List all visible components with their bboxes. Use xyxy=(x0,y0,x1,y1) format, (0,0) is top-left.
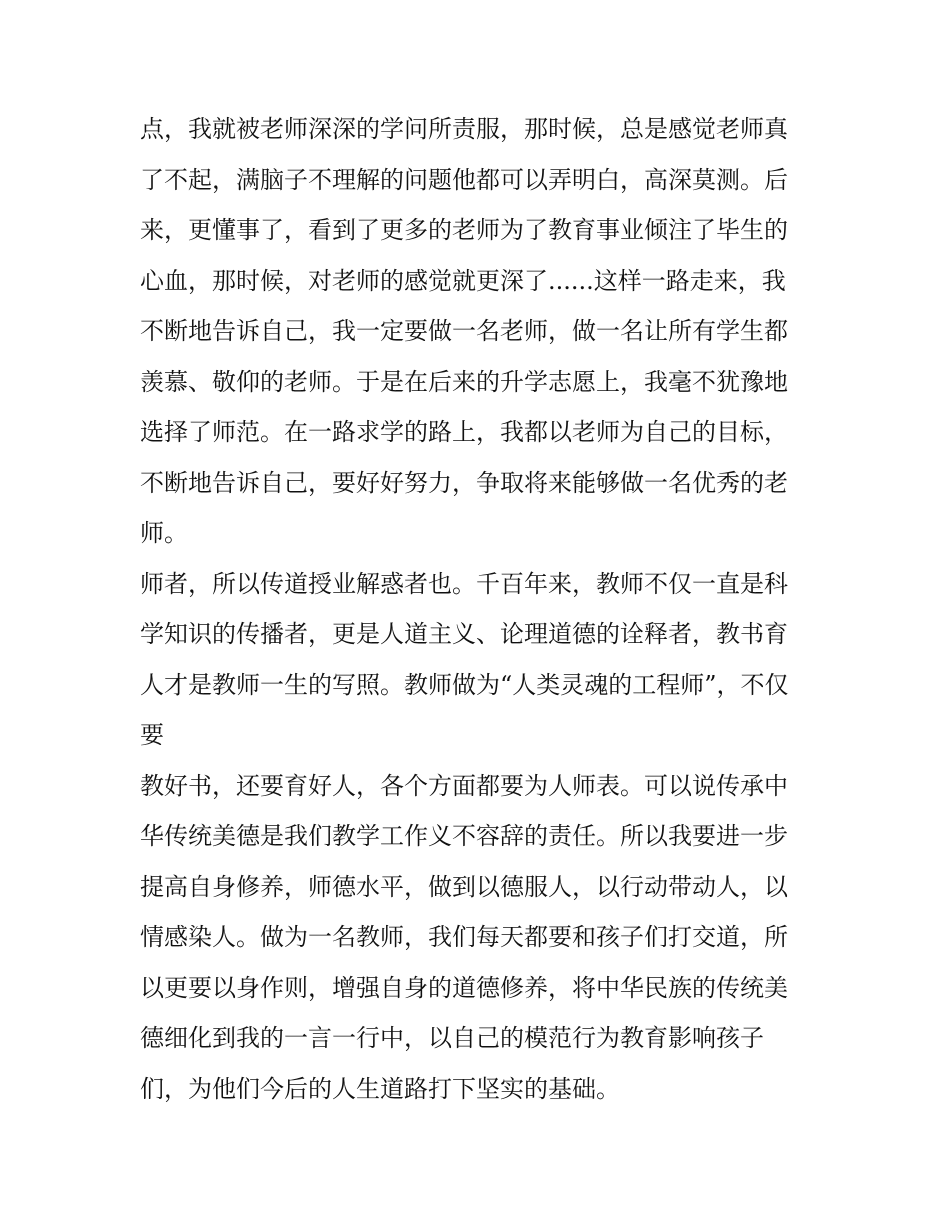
text-line: 点，我就被老师深深的学问所责服，那时候，总是感觉老师真 xyxy=(140,115,788,143)
text-line: 了不起，满脑子不理解的问题他都可以弄明白，高深莫测。后 xyxy=(140,165,788,194)
text-line: 教好书，还要育好人，各个方面都要为人师表。可以说传承中 xyxy=(140,771,788,800)
text-line: 要 xyxy=(140,721,164,749)
text-line: 羡慕、敬仰的老师。于是在后来的升学志愿上，我毫不犹豫地 xyxy=(140,367,788,396)
text-line: 师。 xyxy=(140,519,188,547)
text-line: 不断地告诉自己，要好好努力，争取将来能够做一名优秀的老 xyxy=(140,468,788,497)
text-line: 学知识的传播者，更是人道主义、论理道德的诠释者，教书育 xyxy=(140,620,788,648)
text-line: 来，更懂事了，看到了更多的老师为了教育事业倾注了毕生的 xyxy=(140,216,788,244)
text-line: 选择了师范。在一路求学的路上，我都以老师为自己的目标， xyxy=(140,418,788,446)
text-line: 提高自身修养，师德水平，做到以德服人，以行动带动人，以 xyxy=(140,872,788,901)
body-text xyxy=(140,104,840,1114)
text-line: 以更要以身作则，增强自身的道德修养，将中华民族的传统美 xyxy=(140,973,788,1002)
text-line: 心血，那时候，对老师的感觉就更深了......这样一路走来，我 xyxy=(140,266,786,295)
text-line: 华传统美德是我们教学工作义不容辞的责任。所以我要进一步 xyxy=(140,822,788,850)
text-line: 德细化到我的一言一行中，以自己的模范行为教育影响孩子 xyxy=(140,1024,764,1052)
text-line: 人才是教师一生的写照。教师做为“人类灵魂的工程师”，不仅 xyxy=(140,670,789,699)
text-line: 不断地告诉自己，我一定要做一名老师，做一名让所有学生都 xyxy=(140,317,788,345)
text-line: 情感染人。做为一名教师，我们每天都要和孩子们打交道，所 xyxy=(140,923,788,951)
text-line: 们，为他们今后的人生道路打下坚实的基础。 xyxy=(140,1074,620,1103)
text-line: 师者，所以传道授业解惑者也。千百年来，教师不仅一直是科 xyxy=(140,569,788,598)
